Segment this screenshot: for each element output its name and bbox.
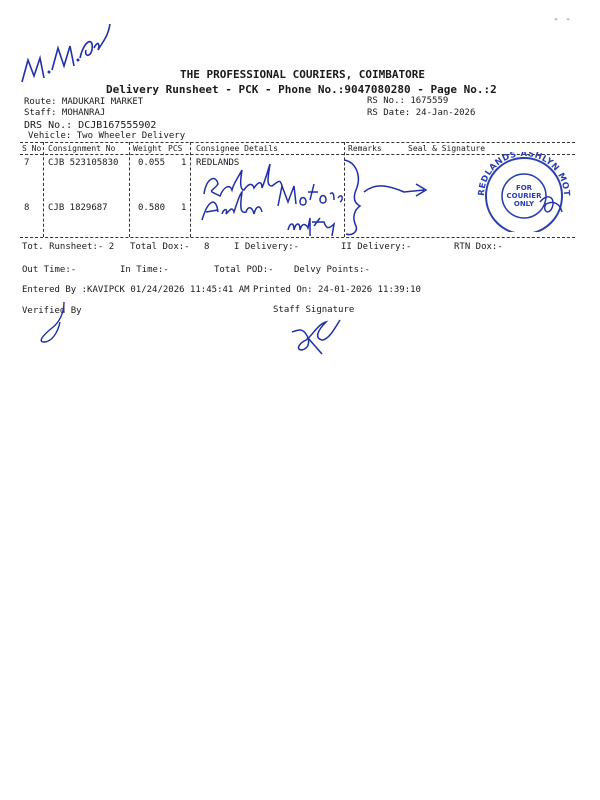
printed-on: Printed On: 24-01-2026 11:39:10	[253, 285, 421, 295]
col-header-remarks: Remarks	[348, 144, 382, 153]
col-header-consignment: Consignment No	[48, 144, 116, 153]
delvy-points: Delvy Points:-	[294, 265, 370, 275]
col-divider	[43, 142, 44, 237]
out-time: Out Time:-	[22, 265, 77, 275]
stamp-center-line2: COURIER	[506, 192, 542, 200]
stamp-ring-text: REDLANDS ASHLYN MOT	[476, 152, 572, 197]
total-dox-label: Total Dox:-	[130, 242, 190, 252]
staff-signature-label: Staff Signature	[273, 305, 355, 315]
row-pcs: 1	[181, 203, 187, 213]
total-dox-value: 8	[204, 242, 210, 252]
table-top-rule	[20, 142, 575, 143]
verified-signature	[34, 298, 94, 352]
drs-number: DRS No.: DCJB167555902	[24, 120, 157, 131]
i-delivery: I Delivery:-	[234, 242, 300, 252]
row-weight: 0.580	[138, 203, 166, 213]
stamp-center-line1: FOR	[515, 184, 533, 192]
col-header-weight: Weight	[133, 144, 162, 153]
total-pod: Total POD:-	[214, 265, 274, 275]
rs-number: RS No.: 1675559	[367, 96, 449, 106]
row-consignment: CJB 523105830	[48, 158, 119, 168]
col-header-pcs: PCS	[168, 144, 183, 153]
row-sno: 7	[24, 158, 30, 168]
courier-stamp	[470, 152, 580, 236]
corner-mark: - -	[553, 14, 572, 25]
row-weight: 0.055	[138, 158, 166, 168]
row-pcs: 1	[181, 158, 187, 168]
entered-by: Entered By :KAVIPCK 01/24/2026 11:45:41 AM	[22, 285, 250, 295]
row-details: REDLANDS	[196, 158, 240, 168]
col-divider	[129, 142, 130, 237]
stamp-center-line3: ONLY	[513, 200, 535, 208]
col-header-seal: Seal & Signature	[408, 144, 486, 153]
rs-date: RS Date: 24-Jan-2026	[367, 108, 476, 118]
staff-label: Staff: MOHANRAJ	[24, 108, 106, 118]
col-divider	[190, 142, 191, 237]
row-sno: 8	[24, 203, 30, 213]
vehicle-label: Vehicle: Two Wheeler Delivery	[28, 131, 186, 141]
ii-delivery: II Delivery:-	[341, 242, 412, 252]
handwritten-initials	[14, 10, 124, 94]
total-runsheet: Tot. Runsheet:- 2	[22, 242, 115, 252]
handwritten-consignee-note	[196, 156, 436, 240]
staff-signature	[288, 310, 358, 364]
col-header-details: Consignee Details	[196, 144, 278, 153]
rtn-dox: RTN Dox:-	[454, 242, 503, 252]
company-title: THE PROFESSIONAL COURIERS, COIMBATORE	[180, 68, 426, 81]
in-time: In Time:-	[120, 265, 169, 275]
row-consignment: CJB 1829687	[48, 203, 108, 213]
runsheet-subtitle: Delivery Runsheet - PCK - Phone No.:9047080280 - Page No.:2	[106, 83, 497, 96]
col-header-sno: S No	[22, 144, 42, 153]
route-label: Route: MADUKARI MARKET	[24, 97, 144, 107]
verified-by: Verified By	[22, 306, 82, 316]
